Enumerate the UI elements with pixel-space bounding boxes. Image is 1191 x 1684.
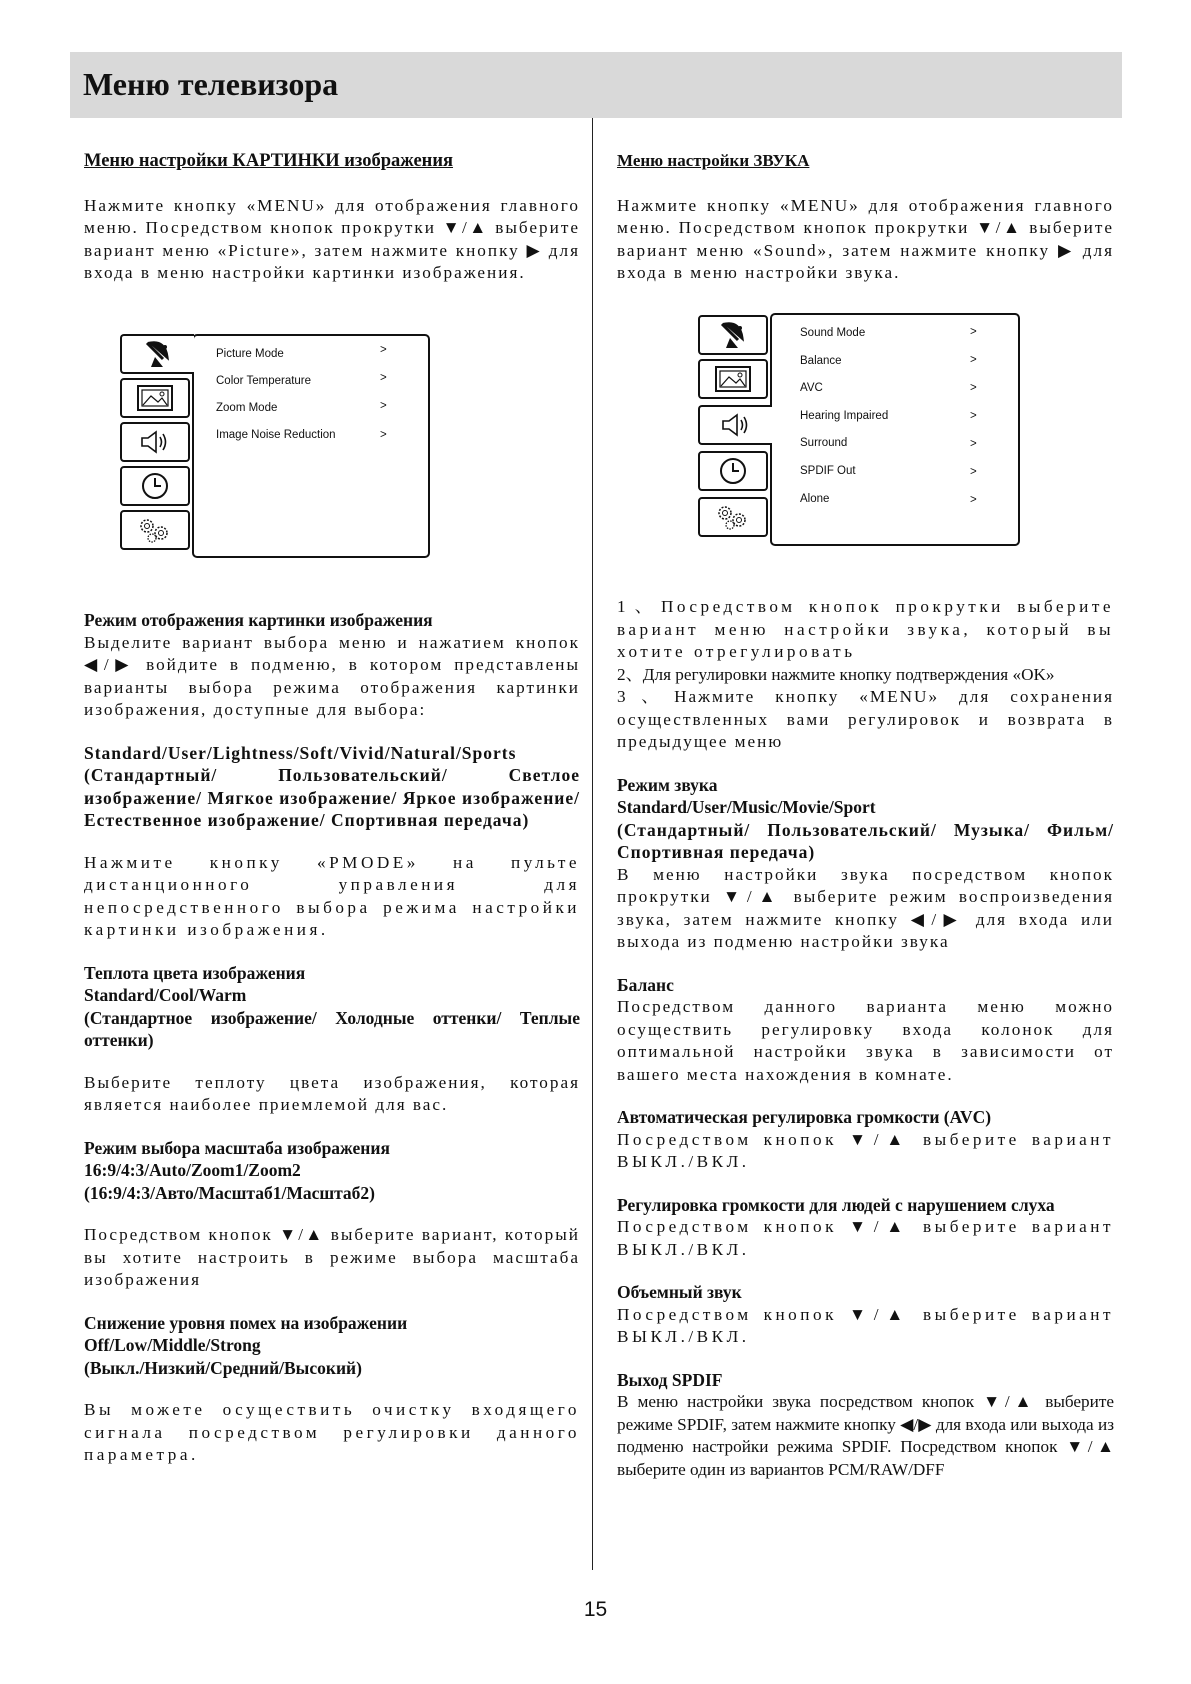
menu-tab-sound	[120, 422, 190, 462]
sound-intro: Нажмите кнопку «MENU» для отображения главного меню. Посредством кнопок прокрутки ▼/▲ выберите вариант меню «Sound», затем нажмите кнопку ▶ для входа в меню настройки звука.	[617, 195, 1114, 282]
surround-text: Посредством кнопок ▼/▲ выберите вариант ВЫКЛ./ВКЛ.	[617, 1304, 1114, 1346]
picture-icon	[714, 365, 752, 393]
menu-tab-image	[698, 359, 768, 399]
left-column	[84, 150, 580, 285]
page-number: 15	[583, 1598, 608, 1621]
menu-item-zoom-mode[interactable]: Zoom Mode	[216, 402, 278, 414]
hearing-section	[617, 1194, 1114, 1262]
menu-item-alone[interactable]: Alone	[800, 493, 830, 505]
balance-section	[617, 974, 1114, 1087]
gears-icon	[135, 516, 175, 544]
spdif-section	[617, 1369, 1114, 1482]
gears-icon	[713, 503, 753, 531]
picture-mode-options: Standard/User/Lightness/Soft/Vivid/Natural/Sports (Стандартный/ Пользовательский/ Светлое изображение/ Мягкое изображение/ Яркое изображение/ Естественное изображение/ Спортивная передача)	[84, 742, 580, 830]
sound-mode-options: Standard/User/Music/Movie/Sport	[617, 797, 876, 817]
hearing-text: Посредством кнопок ▼/▲ выберите вариант ВЫКЛ./ВКЛ.	[617, 1217, 1114, 1259]
menu-tab-setup	[698, 497, 768, 537]
menu-item-arrow: >	[970, 354, 977, 366]
sound-mode-options-ru: (Стандартный/ Пользовательский/ Музыка/ Фильм/ Спортивная передача)	[617, 819, 1114, 862]
menu-item-surround[interactable]: Surround	[800, 437, 848, 449]
sound-step-3: 3、Нажмите кнопку «MENU» для сохранения осуществленных вами регулировок и возврата в предыдущее меню	[617, 687, 1114, 751]
menu-item-arrow: >	[970, 410, 977, 422]
menu-item-image-noise-reduction[interactable]: Image Noise Reduction	[216, 429, 336, 441]
menu-tab-image	[120, 378, 190, 418]
clock-icon	[140, 471, 170, 501]
noise-section	[84, 1312, 580, 1467]
menu-item-spdif-out[interactable]: SPDIF Out	[800, 465, 856, 477]
menu-tab-setup	[120, 510, 190, 550]
color-temp-section	[84, 962, 580, 1117]
page-title: Меню телевизора	[83, 66, 339, 102]
menu-tab-picture	[120, 334, 194, 374]
menu-item-color-temperature[interactable]: Color Temperature	[216, 375, 312, 387]
speaker-icon	[138, 428, 172, 456]
menu-item-hearing-impaired[interactable]: Hearing Impaired	[800, 410, 889, 422]
sound-menu-diagram	[698, 313, 1018, 546]
sound-section-title: Меню настройки ЗВУКА	[617, 151, 810, 170]
menu-item-sound-mode[interactable]: Sound Mode	[800, 327, 866, 339]
avc-section	[617, 1106, 1114, 1174]
surround-title: Объемный звук	[617, 1282, 742, 1302]
speaker-icon	[719, 411, 753, 439]
zoom-text: Посредством кнопок ▼/▲ выберите вариант, который вы хотите настроить в режиме выбора масштаба изображения	[84, 1225, 580, 1289]
zoom-title: Режим выбора масштаба изображения	[84, 1137, 390, 1158]
balance-text: Посредством данного варианта меню можно осуществить регулировку входа колонок для оптимальной настройки звука в зависимости от вашего места нахождения в комнате.	[617, 997, 1114, 1084]
picture-menu-diagram	[120, 334, 430, 558]
menu-item-arrow: >	[380, 344, 387, 356]
clock-icon	[718, 456, 748, 486]
noise-options-ru: (Выкл./Низкий/Средний/Высокий)	[84, 1357, 362, 1378]
right-column	[617, 150, 1114, 285]
sound-step-2: 2、Для регулировки нажмите кнопку подтверждения «OK»	[617, 664, 1055, 684]
menu-tab-time	[120, 466, 190, 506]
sound-mode-text: В меню настройки звука посредством кнопок прокрутки ▼/▲ выберите режим воспроизведения звука, затем нажмите кнопку ◀/▶ для входа или выхода из подменю настройки звука	[617, 864, 1114, 951]
zoom-options: 16:9/4:3/Auto/Zoom1/Zoom2	[84, 1160, 301, 1180]
menu-tab-sound	[698, 405, 772, 445]
menu-item-arrow: >	[970, 494, 977, 506]
page-header	[70, 52, 1122, 118]
column-divider	[592, 118, 593, 1570]
picture-mode-note: Нажмите кнопку «PMODE» на пульте дистанционного управления для непосредственного выбора режима настройки картинки изображения.	[84, 852, 580, 939]
left-column-body	[84, 609, 580, 1467]
avc-text: Посредством кнопок ▼/▲ выберите вариант ВЫКЛ./ВКЛ.	[617, 1129, 1114, 1171]
menu-tab-picture	[698, 315, 768, 355]
menu-item-arrow: >	[970, 438, 977, 450]
picture-icon	[136, 384, 174, 412]
surround-section	[617, 1281, 1114, 1349]
sound-mode-title: Режим звука	[617, 774, 718, 795]
color-temp-text: Выберите теплоту цвета изображения, которая является наиболее приемлемой для вас.	[84, 1072, 580, 1114]
menu-item-arrow: >	[970, 382, 977, 394]
satellite-icon	[141, 339, 175, 369]
menu-item-arrow: >	[380, 400, 387, 412]
sound-step-1: 1、Посредством кнопок прокрутки выберите вариант меню настройки звука, который вы хотите отрегулировать	[617, 597, 1114, 661]
spdif-title: Выход SPDIF	[617, 1369, 723, 1390]
spdif-text: В меню настройки звука посредством кнопок ▼/▲ выберите режиме SPDIF, затем нажмите кнопку ◀/▶ для входа или выхода из подменю настройки режима SPDIF. Посредством кнопок ▼/▲ выберите один из вариантов PCM/RAW/DFF	[617, 1392, 1114, 1479]
menu-item-arrow: >	[970, 326, 977, 338]
menu-item-balance[interactable]: Balance	[800, 355, 842, 367]
color-temp-options: Standard/Cool/Warm	[84, 985, 247, 1005]
menu-tab-time	[698, 451, 768, 491]
menu-item-arrow: >	[970, 466, 977, 478]
picture-menu-panel	[192, 334, 430, 558]
noise-options: Off/Low/Middle/Strong	[84, 1335, 261, 1355]
picture-intro: Нажмите кнопку «MENU» для отображения главного меню. Посредством кнопок прокрутки ▼/▲ выберите вариант меню «Picture», затем нажмите кнопку ▶ для входа в меню настройки картинки изображения.	[84, 195, 580, 282]
satellite-icon	[716, 320, 750, 350]
noise-text: Вы можете осуществить очистку входящего сигнала посредством регулировки данного параметра.	[84, 1400, 580, 1464]
color-temp-title: Теплота цвета изображения	[84, 962, 306, 983]
zoom-section	[84, 1137, 580, 1292]
sound-mode-section	[617, 774, 1114, 954]
picture-section-title: Меню настройки КАРТИНКИ изображения	[84, 151, 454, 171]
menu-item-picture-mode[interactable]: Picture Mode	[216, 348, 284, 360]
menu-item-avc[interactable]: AVC	[800, 382, 823, 394]
hearing-title: Регулировка громкости для людей с нарушением слуха	[617, 1194, 1055, 1215]
right-column-body	[617, 596, 1114, 1481]
noise-title: Снижение уровня помех на изображении	[84, 1312, 408, 1333]
menu-item-arrow: >	[380, 372, 387, 384]
sound-menu-panel	[770, 313, 1020, 546]
menu-item-arrow: >	[380, 429, 387, 441]
picture-mode-title: Режим отображения картинки изображения	[84, 610, 433, 630]
color-temp-options-ru: (Стандартное изображение/ Холодные оттенки/ Теплые оттенки)	[84, 1007, 580, 1050]
balance-title: Баланс	[617, 974, 674, 995]
picture-mode-text: Выделите вариант выбора меню и нажатием кнопок ◀/▶ войдите в подменю, в котором представлены варианты выбора режима отображения картинки изображения, доступные для выбора:	[84, 632, 580, 719]
avc-title: Автоматическая регулировка громкости (AVC)	[617, 1107, 992, 1127]
zoom-options-ru: (16:9/4:3/Авто/Масштаб1/Масштаб2)	[84, 1182, 376, 1203]
